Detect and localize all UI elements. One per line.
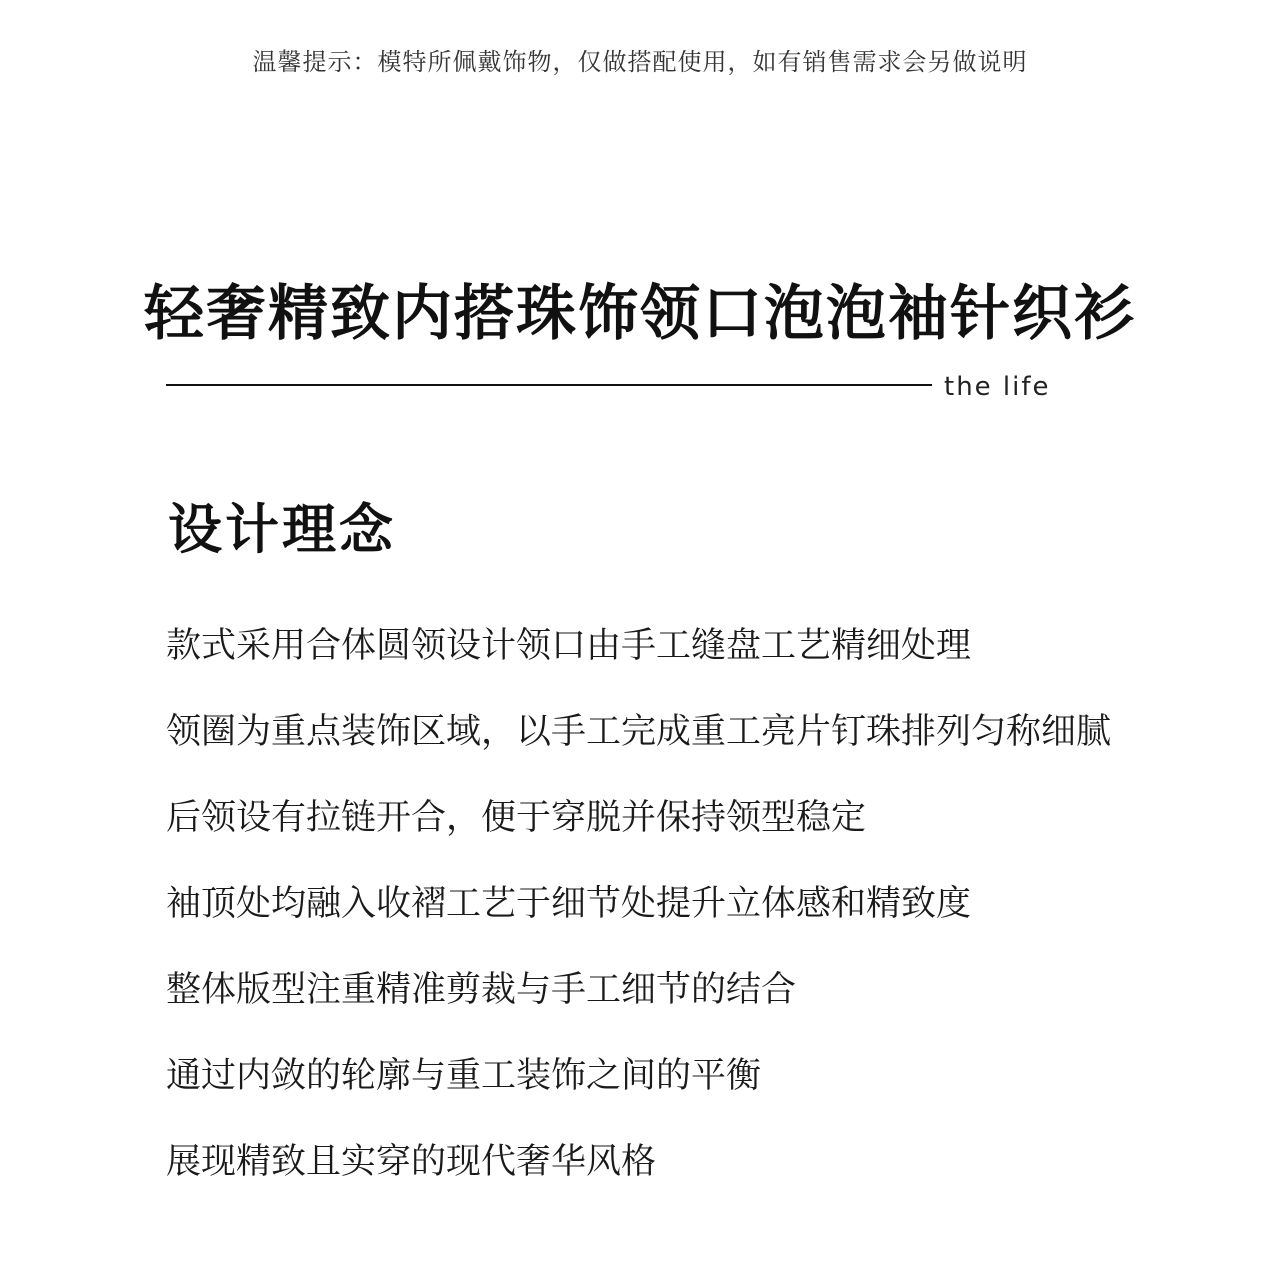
title-divider [166,384,932,386]
concept-line: 款式采用合体圆领设计领口由手工缝盘工艺精细处理 [166,626,972,666]
concept-line: 袖顶处均融入收褶工艺于细节处提升立体感和精致度 [166,884,972,924]
concept-line: 展现精致且实穿的现代奢华风格 [166,1142,657,1182]
concept-line: 通过内敛的轮廓与重工装饰之间的平衡 [166,1056,762,1096]
concept-line: 领圈为重点装饰区域，以手工完成重工亮片钉珠排列匀称细腻 [166,712,1112,752]
styling-notice: 温馨提示：模特所佩戴饰物，仅做搭配使用，如有销售需求会另做说明 [252,48,1028,76]
design-concept-heading: 设计理念 [168,498,396,561]
design-concept-list [166,620,1266,1222]
concept-line: 整体版型注重精准剪裁与手工细节的结合 [166,970,797,1010]
product-title: 轻奢精致内搭珠饰领口泡泡袖针织衫 [144,279,1136,349]
tagline: the life [944,372,1051,402]
concept-line: 后领设有拉链开合，便于穿脱并保持领型稳定 [166,798,867,838]
